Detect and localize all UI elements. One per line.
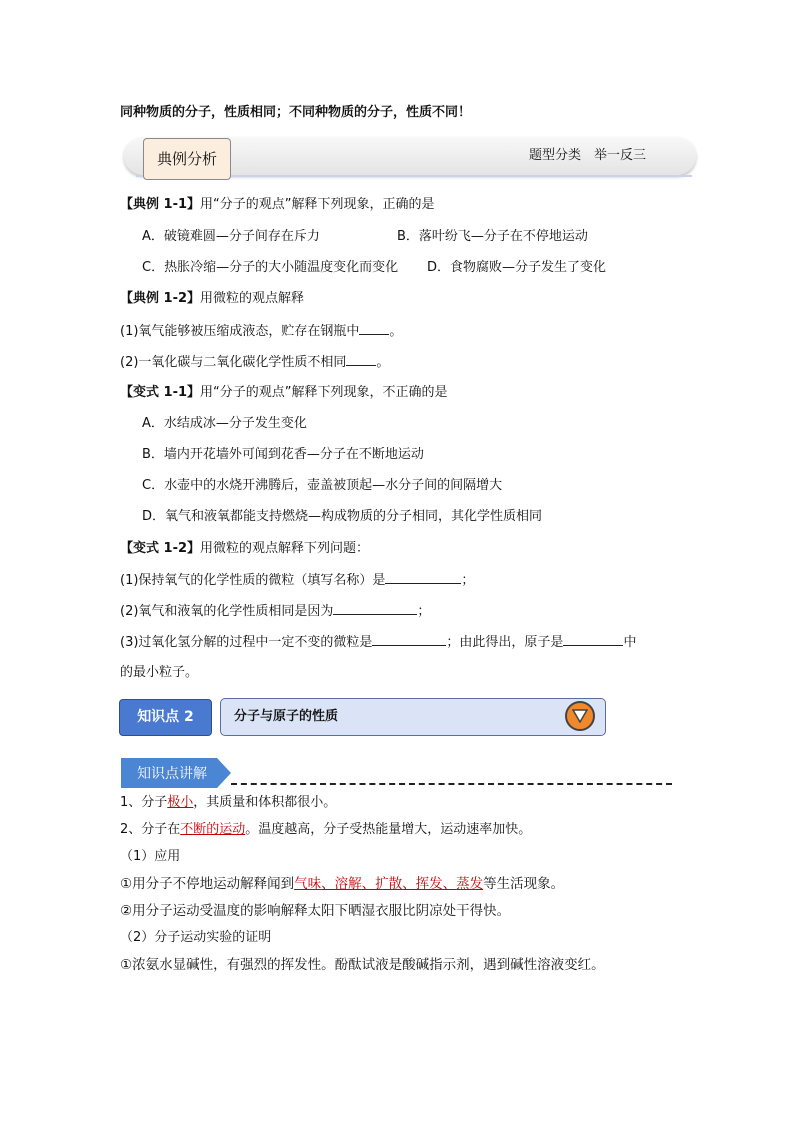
highlight-text: 极小 [167,795,194,810]
separator: 、 [402,876,416,892]
separator: 、 [442,876,457,892]
item-end: 。 [376,355,390,370]
answer-blank[interactable] [359,322,389,335]
answer-blank[interactable] [563,633,623,646]
dashed-divider [231,783,672,785]
example-1-2-item-2 [120,353,389,372]
application-heading: （1）应用 [120,849,181,864]
item-text: (2)氧气和液氧的化学性质相同是因为 [120,604,334,619]
variant-option-a: A．水结成冰—分子发生变化 [142,416,307,431]
point-text: ①用分子不停地运动解释闻到 [120,876,295,892]
question-text: 用微粒的观点解释下列问题： [200,541,370,556]
variant-1-2-q3 [120,633,636,652]
example-1-1-question [120,196,435,214]
variant-1-1-question [120,384,448,402]
item-text: (2)一氧化碳与二氧化碳化学性质不相同 [120,355,347,370]
item-end: 。 [389,324,403,339]
variant-1-2-question [120,540,369,558]
point-text: 等生活现象。 [483,876,565,892]
separator: 、 [321,876,335,892]
variant-label: 【变式 1-1】 [120,385,201,400]
highlight-text: 扩散 [375,876,403,892]
experiment-1: ①浓氨水显碱性，有强烈的挥发性。酚酞试液是酸碱指示剂，遇到碱性溶液变红。 [120,957,605,973]
variant-option-c: C．水壶中的水烧开沸腾后，壶盖被顶起—水分子间的间隔增大 [142,478,503,493]
point-text: ，其质量和体积都很小。 [193,795,337,810]
option-b: B．落叶纷飞—分子在不停地运动 [397,229,588,244]
variant-1-2-q2 [120,602,430,621]
example-1-2-question [120,290,304,308]
question-text: 用“分子的观点”解释下列现象，正确的是 [200,197,435,212]
variant-option-d: D．氧气和液氧都能支持燃烧—构成物质的分子相同，其化学性质相同 [142,509,543,524]
item-end: ； [461,573,475,588]
triangle-down-icon [572,709,588,723]
item-end: ； [417,604,431,619]
point-text: 2、分子在 [120,822,181,837]
explanation-ribbon-label: 知识点讲解 [137,766,207,782]
point-text: 1、分子 [120,795,168,810]
item-text: (1)保持氧气的化学性质的微粒（填写名称）是 [120,573,386,588]
option-a: A．破镜难圆—分子间存在斥力 [142,229,320,244]
knowledge-point-title: 分子与原子的性质 [234,709,339,724]
point-2 [120,821,531,839]
question-text: 用微粒的观点解释 [200,291,305,306]
knowledge-point-tag: 知识点 2 [119,699,212,736]
separator: 、 [361,876,376,892]
section-subtitle: 题型分类 举一反三 [529,148,647,163]
point-text: 。温度越高，分子受热能量增大，运动速率加快。 [245,822,532,837]
variant-1-2-q3-cont: 的最小粒子。 [120,665,199,680]
highlight-text: 挥发 [415,876,443,892]
variant-1-2-q1 [120,571,474,590]
answer-blank[interactable] [333,602,417,615]
highlight-text: 蒸发 [456,876,484,892]
highlight-text: 溶解 [334,876,362,892]
example-label: 【典例 1-2】 [120,291,201,306]
question-text: 用“分子的观点”解释下列现象，不正确的是 [200,385,448,400]
highlight-text: 气味 [294,876,322,892]
example-1-2-item-1 [120,322,402,341]
item-text: (1)氧气能够被压缩成液态，贮存在钢瓶中 [120,324,360,339]
example-label: 【典例 1-1】 [120,197,201,212]
variant-option-b: B．墙内开花墙外可闻到花香—分子在不断地运动 [142,447,424,462]
answer-blank[interactable] [346,353,376,366]
application-2: ②用分子运动受温度的影响解释太阳下晒湿衣服比阴凉处干得快。 [120,903,511,919]
variant-label: 【变式 1-2】 [120,541,201,556]
answer-blank[interactable] [372,633,446,646]
item-text: ；由此得出，原子是 [446,635,564,650]
item-end: 中 [623,635,637,650]
intro-text: 同种物质的分子，性质相同；不同种物质的分子，性质不同！ [120,105,472,120]
application-1 [120,875,564,893]
highlight-text: 不断的运动 [180,822,246,837]
experiment-heading: （2）分子运动实验的证明 [120,930,272,945]
option-d: D．食物腐败—分子发生了变化 [427,260,607,275]
section-tag: 典例分析 [143,138,231,180]
item-text: (3)过氧化氢分解的过程中一定不变的微粒是 [120,635,373,650]
option-c: C．热胀冷缩—分子的大小随温度变化而变化 [142,260,399,275]
expand-down-icon[interactable] [565,701,595,731]
point-1 [120,794,336,812]
answer-blank[interactable] [385,571,461,584]
